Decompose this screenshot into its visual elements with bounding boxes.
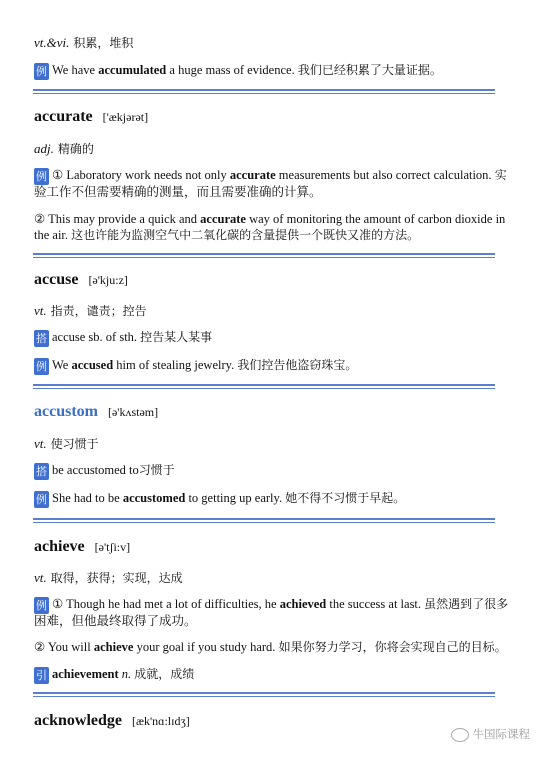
headword: accustom [34,403,98,420]
phonetic: [ə'kʌstəm] [107,405,159,419]
part-of-speech: vt. [34,436,47,451]
accustom-collocation [34,461,175,480]
part-of-speech: vt. [34,303,47,318]
example-text: We [52,358,72,372]
accuse-definition [34,302,147,320]
entry-header-accurate [34,108,148,126]
collocation-tag: 搭 [36,464,47,478]
example-text: the air. [34,228,69,242]
accumulate-example [34,61,442,80]
entry-header-achieve [34,538,130,556]
watermark-text: 牛国际课程 [472,727,530,741]
entry-separator [33,253,495,258]
collocation-text: be accustomed to [52,463,139,477]
example-text: to getting up early. [185,491,283,505]
accustom-example [34,489,405,508]
achieve-definition [34,569,183,587]
example-text: This may provide a quick and [45,212,201,226]
accurate-example-1 [34,166,507,185]
entry-separator [33,518,495,523]
example-text: him of stealing jewelry. [113,358,235,372]
headword: acknowledge [34,712,122,729]
example-text: way of monitoring the amount of carbon dioxide in [245,212,506,226]
accustom-definition [34,435,99,453]
example-translation: 这也许能为监测空气中二氧化碳的含量提供一个既快又准的方法。 [71,228,420,242]
example-keyword: accused [71,358,114,372]
collocation-text: accuse sb. of sth. [52,330,138,344]
derivative-translation: 成就，成绩 [134,667,195,681]
example-number: ② [34,212,46,226]
part-of-speech: vt.&vi. [34,35,70,50]
achieve-derivative [34,665,194,684]
accurate-example-2-line2 [34,226,419,244]
achieve-example-2 [34,638,507,656]
accumulate-definition [34,34,133,52]
example-tag: 例 [36,492,47,506]
phonetic: [æk'nɑ:lɪdʒ] [132,714,190,728]
example-translation: 如果你努力学习，你将会实现自己的目标。 [278,640,507,654]
meaning: 取得，获得；实现，达成 [50,571,183,585]
meaning: 积累，堆积 [73,36,134,50]
entry-header-accuse [34,271,128,289]
part-of-speech: adj. [34,141,54,156]
example-text: a huge mass of evidence. [166,63,295,77]
example-number: ② [34,640,46,654]
meaning: 使习惯于 [50,437,99,451]
entry-separator [33,384,495,389]
meaning: 指责，谴责；控告 [50,304,147,318]
accurate-example-1-translation: 验工作不但需要精确的测量，而且需要准确的计算。 [34,184,322,199]
example-keyword: accurate [200,212,246,226]
watermark [451,726,531,742]
example-keyword: accustomed [122,491,186,505]
collocation-translation: 控告某人某事 [140,330,213,344]
accuse-collocation [34,328,212,347]
example-translation: 她不得不习惯于早起。 [285,491,406,505]
accuse-example [34,356,357,375]
example-tag: 例 [36,64,47,78]
example-text: Laboratory work needs not only [63,168,230,182]
example-text: You will [45,640,94,654]
derivative-tag: 引 [36,668,47,682]
entry-header-accustom [34,403,158,421]
phonetic: [ə'tʃi:v] [94,540,131,554]
example-keyword: accumulated [98,63,167,77]
headword: accurate [34,108,93,125]
example-text: the success at last. [326,597,422,611]
headword: accuse [34,271,79,288]
meaning: 精确的 [57,142,94,156]
entry-header-acknowledge [34,712,190,730]
example-text: She had to be [52,491,123,505]
example-text: your goal if you study hard. [133,640,276,654]
example-translation: 我们控告他盗窃珠宝。 [237,358,358,372]
derivative-word: achievement [52,667,119,681]
example-tag: 例 [36,598,47,612]
headword: achieve [34,538,85,555]
accurate-definition [34,140,94,158]
example-tag: 例 [36,359,47,373]
example-translation: 实 [494,168,507,182]
example-keyword: achieved [279,597,327,611]
wechat-icon [451,728,469,742]
example-text: measurements but also correct calculation. [275,168,492,182]
collocation-tag: 搭 [36,331,47,345]
example-keyword: achieve [93,640,134,654]
phonetic: [ə'kju:z] [88,273,128,287]
phonetic: ['ækjərət] [102,110,149,124]
example-number: ① [52,597,64,611]
example-text: Though he had met a lot of difficulties, he [63,597,280,611]
example-text: We have [52,63,99,77]
part-of-speech: vt. [34,570,47,585]
example-number: ① [52,168,64,182]
achieve-example-1 [34,595,508,614]
entry-separator [33,692,495,697]
achieve-example-1-translation: 困难，但他最终取得了成功。 [34,613,197,628]
example-tag: 例 [36,169,47,183]
entry-separator [33,89,495,94]
part-of-speech: n. [121,667,132,681]
example-translation: 我们已经积累了大量证据。 [297,63,442,77]
example-keyword: accurate [229,168,276,182]
example-translation: 虽然遇到了很多 [424,597,509,611]
collocation-translation: 习惯于 [138,463,175,477]
